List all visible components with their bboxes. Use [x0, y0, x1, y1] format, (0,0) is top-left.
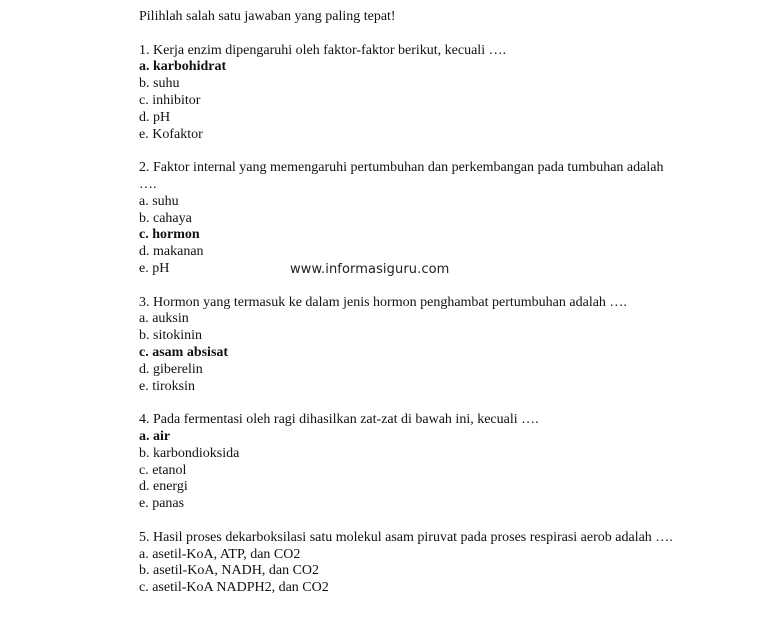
option-c: c. asam absisat	[139, 344, 229, 360]
option-a: a. suhu	[139, 193, 179, 209]
option-a: a. karbohidrat	[139, 59, 227, 75]
option-d: d. energi	[139, 479, 188, 495]
option-a: a. air	[139, 428, 171, 444]
option-d: d. giberelin	[139, 361, 203, 377]
option-c: c. hormon	[139, 227, 200, 243]
option-d: d. makanan	[139, 244, 204, 260]
question-stem: 2. Faktor internal yang memengaruhi pertumbuhan dan perkembangan pada tumbuhan adalah ….	[139, 160, 664, 192]
option-e: e. tiroksin	[139, 378, 195, 394]
option-b: b. cahaya	[139, 210, 192, 226]
question-4	[139, 412, 739, 513]
question-stem: 1. Kerja enzim dipengaruhi oleh faktor-faktor berikut, kecuali ….	[139, 42, 507, 58]
option-e: e. Kofaktor	[139, 126, 203, 142]
option-b: b. suhu	[139, 76, 180, 92]
option-b: b. sitokinin	[139, 328, 203, 344]
option-c: c. asetil-KoA NADPH2, dan CO2	[139, 580, 329, 596]
option-c: c. etanol	[139, 462, 187, 478]
question-1	[139, 43, 739, 144]
option-a: a. asetil-KoA, ATP, dan CO2	[139, 546, 301, 562]
quiz-document	[139, 9, 739, 614]
question-stem: 3. Hormon yang termasuk ke dalam jenis hormon penghambat pertumbuhan adalah ….	[139, 294, 627, 310]
question-5	[139, 530, 739, 597]
option-d: d. pH	[139, 109, 171, 125]
watermark-text: www.informasiguru.com	[290, 262, 450, 277]
question-2	[139, 160, 739, 278]
question-stem: 5. Hasil proses dekarboksilasi satu molekul asam piruvat pada proses respirasi aerob adalah ….	[139, 529, 673, 545]
option-e: e. pH	[139, 260, 170, 276]
option-c: c. inhibitor	[139, 92, 201, 108]
instruction-text: Pilihlah salah satu jawaban yang paling tepat!	[139, 9, 396, 24]
question-stem: 4. Pada fermentasi oleh ragi dihasilkan zat-zat di bawah ini, kecuali ….	[139, 412, 539, 428]
spacer	[139, 26, 739, 43]
question-3	[139, 295, 739, 396]
option-b: b. karbondioksida	[139, 445, 240, 461]
option-a: a. auksin	[139, 311, 189, 327]
option-b: b. asetil-KoA, NADH, dan CO2	[139, 563, 320, 579]
option-e: e. panas	[139, 496, 185, 512]
